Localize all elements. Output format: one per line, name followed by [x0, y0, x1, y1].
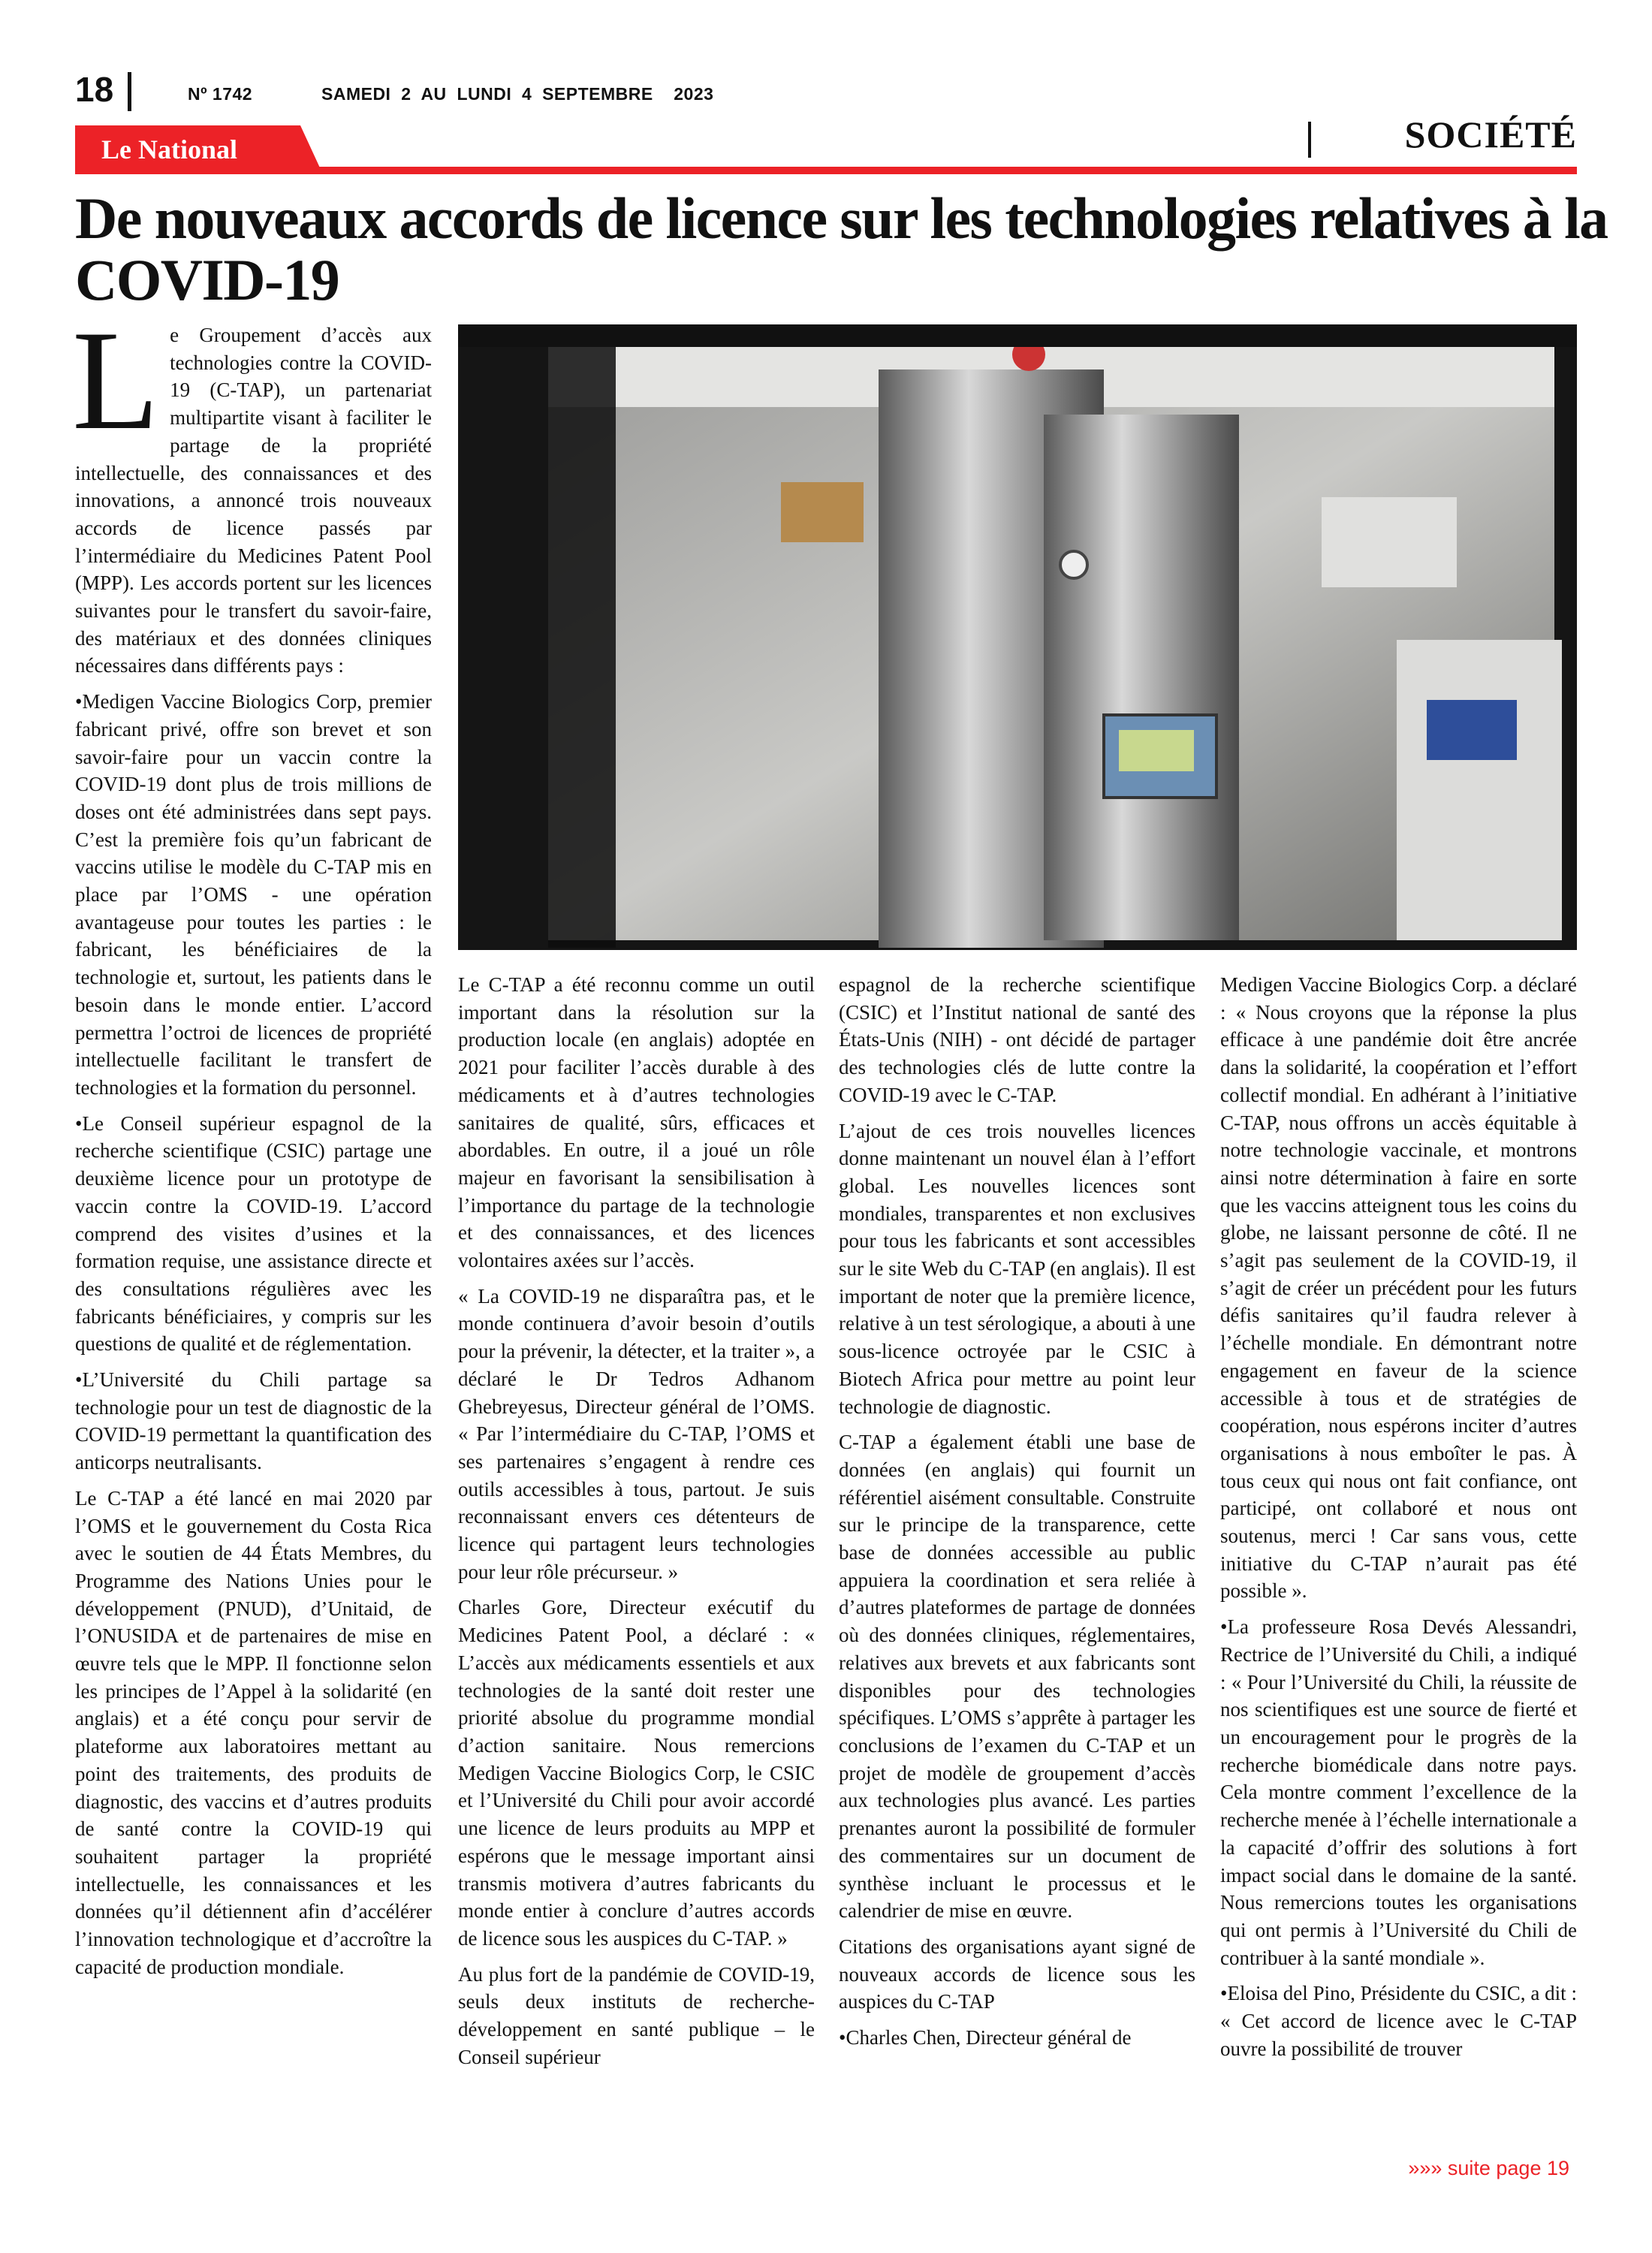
article-column-2 [458, 971, 815, 2079]
paragraph: L’ajout de ces trois nouvelles licences donne maintenant un nouvel élan à l’effort global. Les nouvelles licences sont mondiales, transparentes et non exclusives pour tous les fabricants et sont accessibles sur le site Web du C-TAP (en anglais). Il est important de noter que la première licence, relative à un test sérologique, a abouti à une sous-licence octroyée par le CSIC à Biotech Africa pour mettre au point leur technologie de diagnostic. [839, 1119, 1195, 1418]
issue-date: SAMEDI 2 AU LUNDI 4 SEPTEMBRE 2023 [321, 84, 714, 104]
lab-photo-illustration [458, 324, 1577, 950]
paragraph: Le C-TAP a été lancé en mai 2020 par l’OMS et le gouvernement du Costa Rica avec le soutien de 44 États Membres, du Programme des Nations Unies pour le développement (PNUD), d’Unitaid, de l’ONUSIDA et de partenaires de mise en œuvre tels que le MPP. Il fonctionne selon les principes de l’Appel à la solidarité (en anglais) et a été conçu pour servir de plateforme aux laboratoires mettant au point des traitements, des produits de diagnostic, des vaccins et d’autres produits de santé contre la COVID-19 qui souhaitent partager la propriété intellectuelle, les connaissances et les données qu’il détiennent afin d’accélérer l’innovation technologique et d’accroître la capacité de production mondiale. [75, 1486, 432, 1978]
paragraph: Le C-TAP a été reconnu comme un outil important dans la résolution sur la production locale (en anglais) adoptée en 2021 pour faciliter l’accès durable à des médicaments et à d’autres technologies sanitaires de qualité, sûrs, efficaces et abordables. En outre, il a joué un rôle majeur en favorisant la sensibilisation à l’importance du partage de la technologie et des connaissances, et des licences volontaires axées sur l’accès. [458, 973, 815, 1272]
drop-cap: L [72, 302, 160, 460]
paragraph [72, 302, 432, 680]
paragraph: •Medigen Vaccine Biologics Corp, premier fabricant privé, offre son brevet et son savoir-faire pour un vaccin contre la COVID-19 dont plus de trois millions de doses ont été administrées dans sept pays. C’est la première fois qu’un fabricant de vaccins utilise le modèle du C-TAP mis en place par l’OMS - une opération avantageuse pour toutes les parties : le fabricant, les bénéficiaires de la technologie et, surtout, les patients dans le besoin dans le monde entier. L’accord permettra l’octroi de licences de propriété intellectuelle facilitant le transfert de technologies et la formation du personnel. [75, 690, 432, 1099]
page-number: 18 [75, 70, 114, 109]
section-label: SOCIÉTÉ [1404, 113, 1577, 155]
lab-photo [458, 324, 1577, 950]
paragraph: Medigen Vaccine Biologics Corp. a déclaré : « Nous croyons que la réponse la plus efficace à une pandémie doit être ancrée dans la solidarité, la coopération et l’effort collectif mondial. En adhérant à l’initiative C-TAP, nous offrons un accès équitable à notre technologie vaccinale, et montrons ainsi notre détermination à faire en sorte que les vaccins atteignent tous les coins du globe, ne laissant personne de côté. Il ne s’agit pas seulement de la COVID-19, il s’agit de créer un précédent pour les futurs défis sanitaires qu’il faudra relever à l’échelle mondiale. En démontrant notre engagement en faveur de la science accessible à tous et de stratégies de coopération, nous espérons inciter d’autres organisations à nous emboîter le pas. À tous ceux qui nous ont fait confiance, ont participé, ont collaboré et nous ont soutenus, merci ! Car sans vous, cette initiative du C-TAP n’aurait pas été possible ». [1220, 973, 1577, 1603]
issue-number: Nº 1742 [188, 84, 253, 104]
continuation-link[interactable]: »»» suite page 19 [1408, 2157, 1569, 2179]
paragraph: Charles Gore, Directeur exécutif du Medicines Patent Pool, a déclaré : « L’accès aux médicaments essentiels et aux technologies de la santé doit rester une priorité absolue du programme mondial d’action sanitaire. Nous remercions Medigen Vaccine Biologics Corp, le CSIC et l’Université du Chili pour avoir accordé une licence de leurs produits au MPP et espérons que le message important ainsi transmis motivera d’autres fabricants du monde entier à conclure d’autres accords de licence sous les auspices du C-TAP. » [458, 1596, 815, 1950]
paragraph: Citations des organisations ayant signé de nouveaux accords de licence sous les auspices du C-TAP [839, 1935, 1195, 2013]
article-column-4 [1220, 971, 1577, 2071]
paragraph-text: e Groupement d’accès aux technologies contre la COVID-19 (C-TAP), un partenariat multipartite visant à faciliter le partage de la propriété intellectuelle, des connaissances et des innovations, a annoncé trois nouveaux accords de licence passés par l’intermédiaire du Medicines Patent Pool (MPP). Les accords portent sur les licences suivantes pour le transfert du savoir-faire, des matériaux et des données cliniques nécessaires dans différents pays : [75, 324, 432, 677]
paragraph: Au plus fort de la pandémie de COVID-19, seuls deux instituts de recherche-développement en santé publique – le Conseil supérieur [458, 1962, 815, 2068]
divider [128, 72, 131, 111]
paragraph: C-TAP a également établi une base de données (en anglais) qui fournit un référentiel aisément consultable. Construite sur le principe de la transparence, cette base de données accessible au public appuiera la coordination et sera reliée à d’autres plateformes de partage de données où des données cliniques, réglementaires, relatives aux brevets et aux fabricants sont disponibles pour des technologies spécifiques. L’OMS s’apprête à partager les conclusions de l’examen du C-TAP et un projet de modèle de groupement d’accès aux technologies plus avancé. Les parties prenantes auront la possibilité de formuler des commentaires sur un document de synthèse incluant le processus et le calendrier de mise en œuvre. [839, 1431, 1195, 1923]
article-column-1 [72, 302, 432, 1989]
paragraph: « La COVID-19 ne disparaîtra pas, et le monde continuera d’avoir besoin d’outils pour la prévenir, la détecter, et la traiter », a déclaré le Dr Tedros Adhanom Ghebreyesus, Directeur général de l’OMS. « Par l’intermédiaire du C-TAP, l’OMS et ses partenaires s’engagent à rendre ces outils accessibles à tous, partout. Je suis reconnaissant envers ces détenteurs de licence qui partagent leurs technologies pour leur rôle précurseur. » [458, 1284, 815, 1583]
paragraph: •L’Université du Chili partage sa technologie pour un test de diagnostic de la COVID-19 permettant la quantification des anticorps neutralisants. [75, 1368, 432, 1474]
article-column-3 [839, 971, 1195, 2060]
headline: De nouveaux accords de licence sur les technologies relatives à la COVID-19 [75, 185, 1608, 312]
paragraph: •Charles Chen, Directeur général de [839, 2026, 1132, 2049]
header-rule [75, 167, 1577, 174]
brand-logo: Le National [101, 134, 238, 164]
paragraph: •La professeure Rosa Devés Alessandri, Rectrice de l’Université du Chili, a indiqué : « Pour l’Université du Chili, la réussite de nos scientifiques est une source de fierté et un encouragement pour le progrès de la recherche biomédicale dans notre pays. Cela montre comment l’excellence de la recherche menée à l’échelle internationale a la capacité d’offrir des solutions à fort impact social dans le domaine de la santé. Nous remercions toutes les organisations qui ont permis à l’Université du Chili de contribuer à la santé mondiale ». [1220, 1615, 1577, 1969]
paragraph: espagnol de la recherche scientifique (CSIC) et l’Institut national de santé des États-Unis (NIH) - ont décidé de partager des technologies clés de lutte contre la COVID-19 avec le C-TAP. [839, 973, 1195, 1106]
paragraph: •Eloisa del Pino, Présidente du CSIC, a dit : « Cet accord de licence avec le C-TAP ouvre la possibilité de trouver [1220, 1982, 1577, 2060]
paragraph: •Le Conseil supérieur espagnol de la recherche scientifique (CSIC) partage une deuxième licence pour un prototype de vaccin contre la COVID-19. L’accord comprend des visites d’usines et la formation requise, une assistance directe et des consultations régulières avec les fabricants bénéficiaires, y compris sur les questions de qualité et de réglementation. [75, 1111, 432, 1356]
divider [1308, 122, 1311, 158]
